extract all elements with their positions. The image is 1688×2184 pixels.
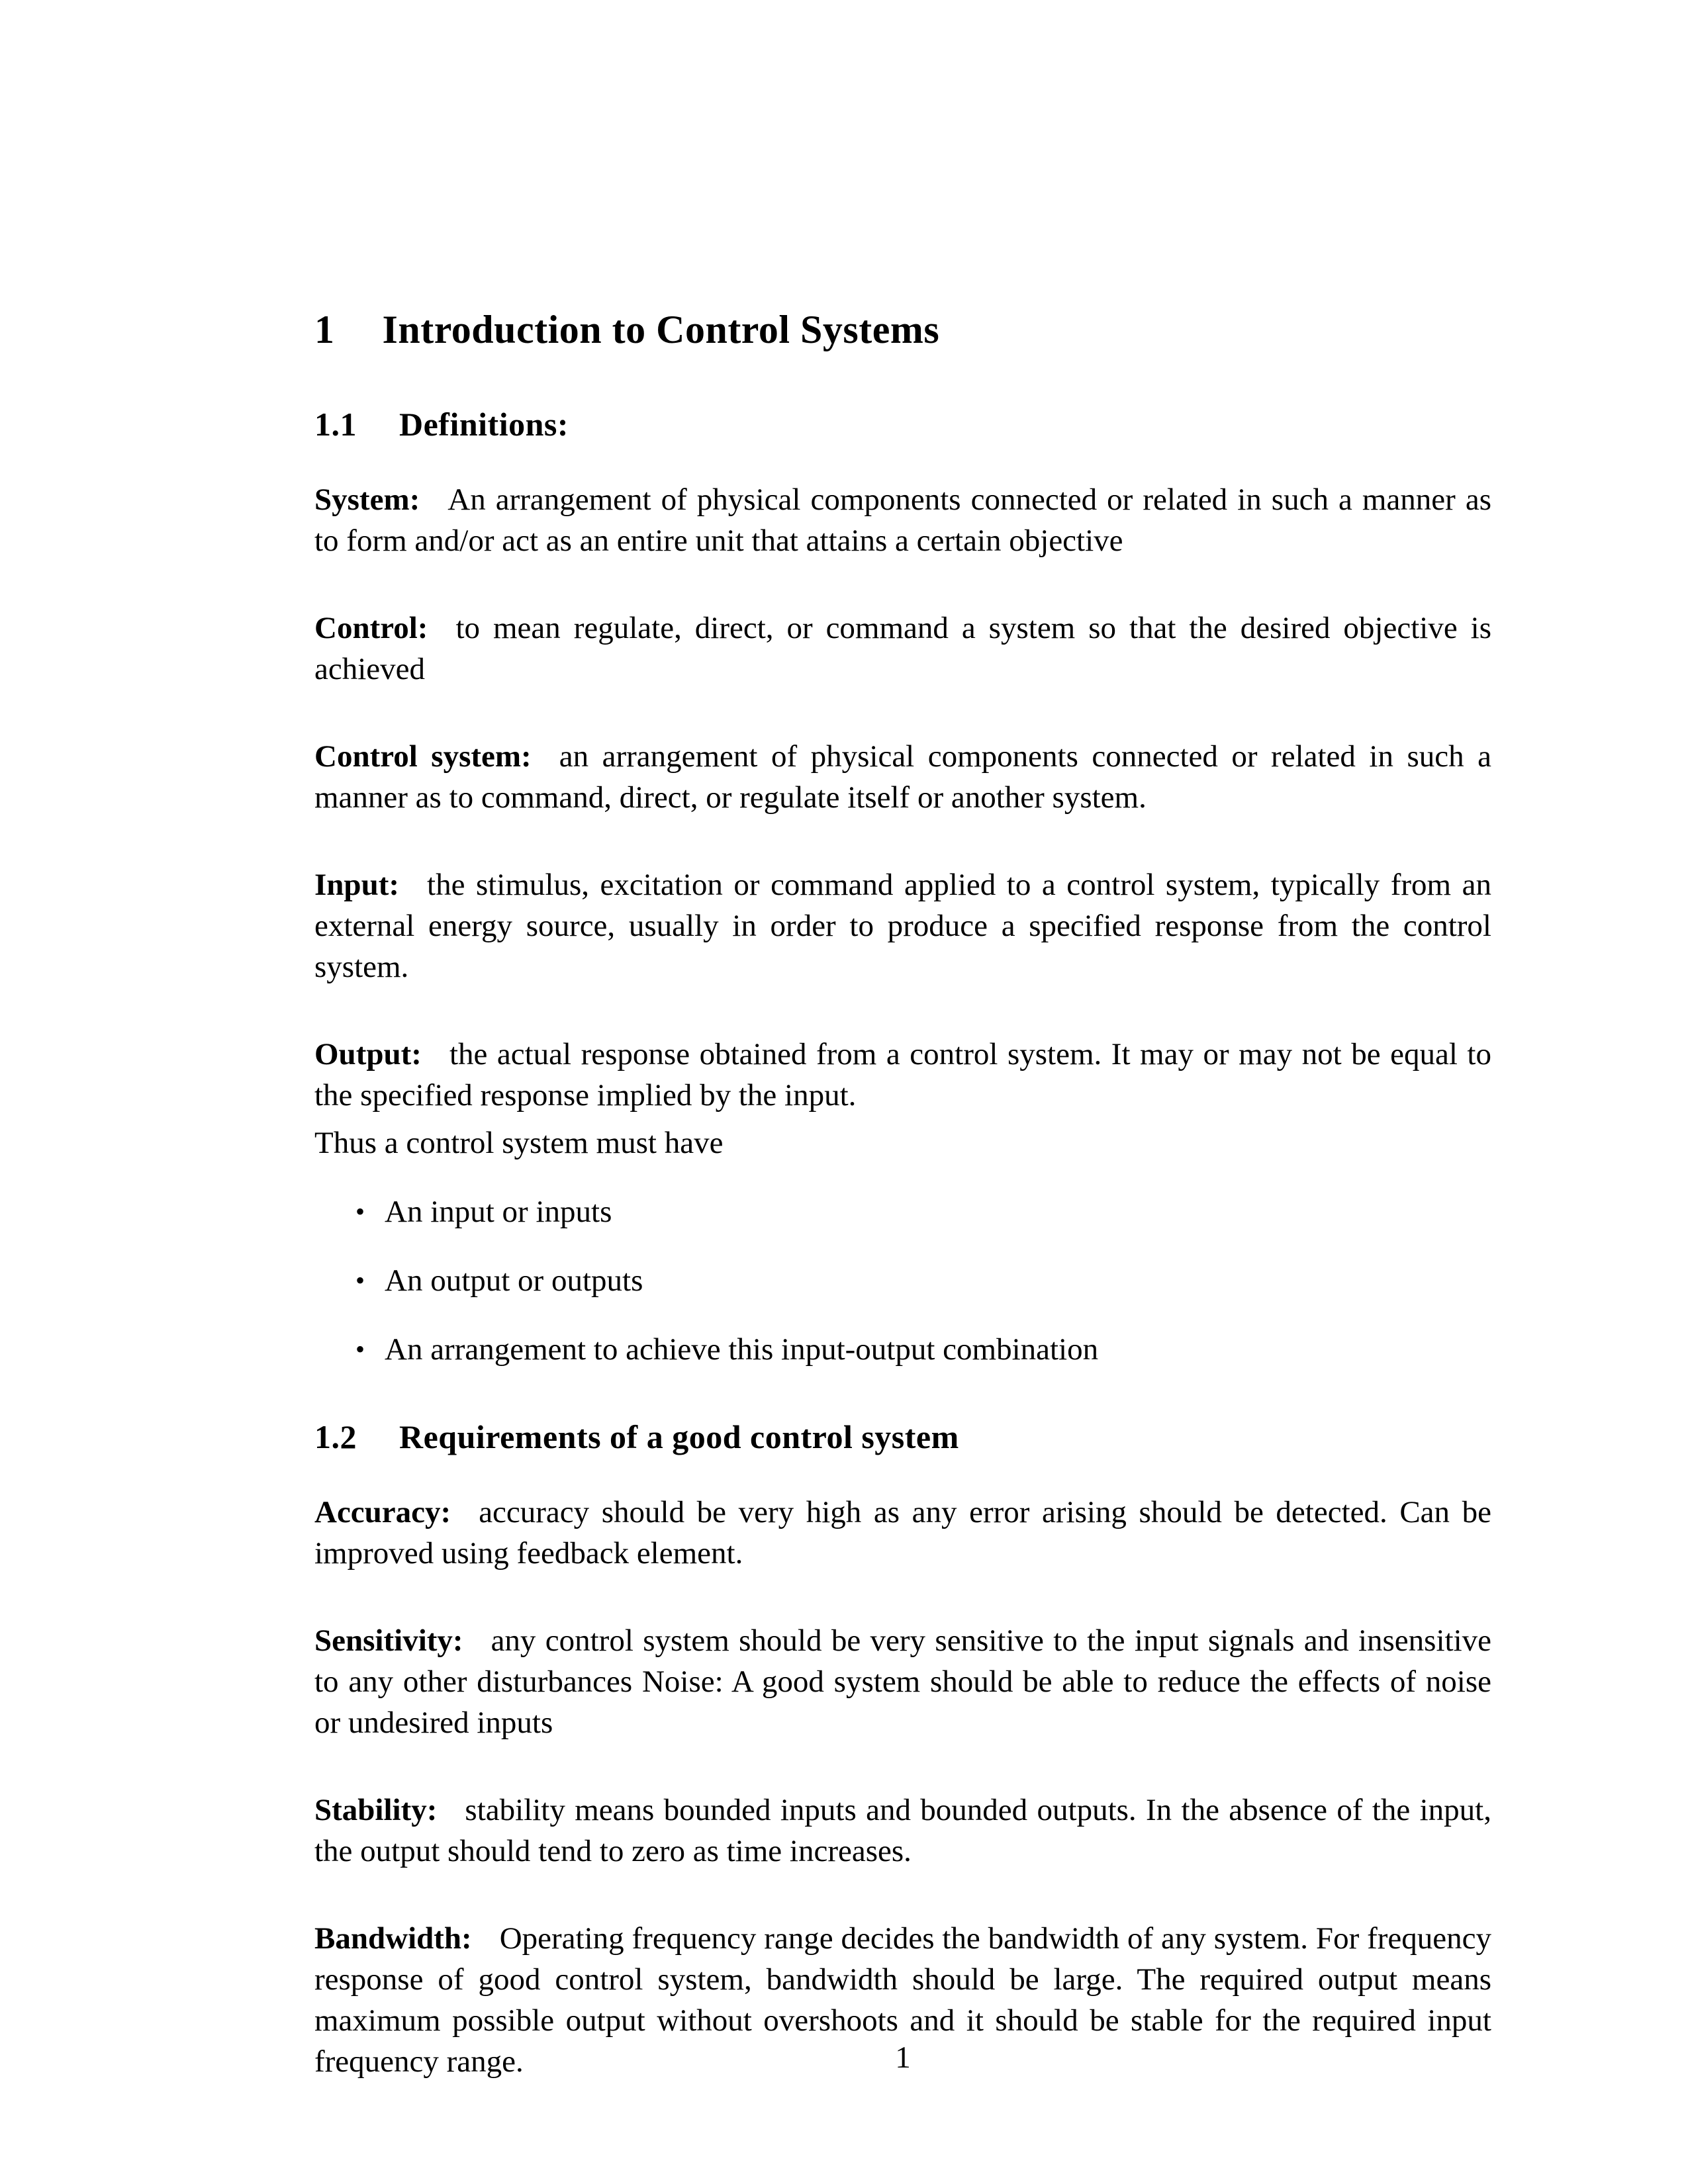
bullet-icon: • — [355, 1334, 365, 1364]
subsection-title: Definitions: — [399, 406, 569, 443]
requirement-text: Operating frequency range decides the bandwidth of any system. For frequency response of good control system, bandwidth should be large. The required output means maximum possible output without overshoots and it should be stable for the required input frequency range. — [314, 1921, 1491, 2079]
definition-term: Input: — [314, 868, 400, 902]
bullet-icon: • — [355, 1265, 365, 1295]
page-number: 1 — [895, 2040, 911, 2075]
definition-text: the stimulus, excitation or command applied to a control system, typically from an external energy source, usually in order to produce a specified response from the control system. — [314, 868, 1491, 984]
definition-system — [314, 479, 1491, 561]
section-title: Introduction to Control Systems — [382, 308, 940, 351]
requirement-term: Stability: — [314, 1793, 438, 1827]
definition-text: to mean regulate, direct, or command a system so that the desired objective is achieved — [314, 611, 1491, 686]
subsection-title: Requirements of a good control system — [399, 1418, 959, 1455]
definition-text: An arrangement of physical components connected or related in such a manner as to form and/or act as an entire unit that attains a certain objective — [314, 482, 1491, 558]
requirement-text: stability means bounded inputs and bounded outputs. In the absence of the input, the output should tend to zero as time increases. — [314, 1793, 1491, 1868]
definition-text: an arrangement of physical components connected or related in such a manner as to command, direct, or regulate itself or another system. — [314, 739, 1491, 815]
bullet-list — [314, 1191, 1491, 1370]
bullet-item — [355, 1329, 1491, 1370]
subsection-number: 1.2 — [314, 1418, 357, 1455]
section-heading — [314, 310, 1491, 349]
bullet-text: An arrangement to achieve this input-output combination — [385, 1332, 1099, 1367]
definition-term: Output: — [314, 1037, 422, 1071]
bullet-text: An output or outputs — [385, 1263, 643, 1298]
requirement-text: accuracy should be very high as any error arising should be detected. Can be improved using feedback element. — [314, 1495, 1491, 1570]
requirement-sensitivity — [314, 1620, 1491, 1743]
definition-text: the actual response obtained from a control system. It may or may not be equal to the specified response implied by the input. — [314, 1037, 1491, 1113]
bullet-text: An input or inputs — [385, 1195, 612, 1229]
requirement-term: Bandwidth: — [314, 1921, 472, 1956]
subsection-number: 1.1 — [314, 406, 357, 443]
requirement-term: Accuracy: — [314, 1495, 451, 1529]
definition-control-system — [314, 736, 1491, 818]
bullet-item — [355, 1191, 1491, 1232]
definition-output — [314, 1034, 1491, 1116]
requirement-term: Sensitivity: — [314, 1623, 463, 1658]
subsection-heading-definitions — [314, 408, 1491, 441]
subsection-heading-requirements — [314, 1420, 1491, 1453]
section-number: 1 — [314, 308, 335, 351]
requirement-accuracy — [314, 1492, 1491, 1574]
definition-term: System: — [314, 482, 420, 517]
requirement-text: any control system should be very sensitive to the input signals and insensitive to any other disturbances Noise: A good system should be able to reduce the effects of noise or undesired inputs — [314, 1623, 1491, 1740]
must-have-intro: Thus a control system must have — [314, 1126, 724, 1160]
bullet-item — [355, 1260, 1491, 1301]
requirement-stability — [314, 1790, 1491, 1872]
page-content — [314, 310, 1491, 2128]
bullet-icon: • — [355, 1197, 365, 1226]
definition-term: Control system: — [314, 739, 532, 774]
definition-term: Control: — [314, 611, 428, 645]
definition-control — [314, 608, 1491, 690]
definition-input — [314, 864, 1491, 987]
